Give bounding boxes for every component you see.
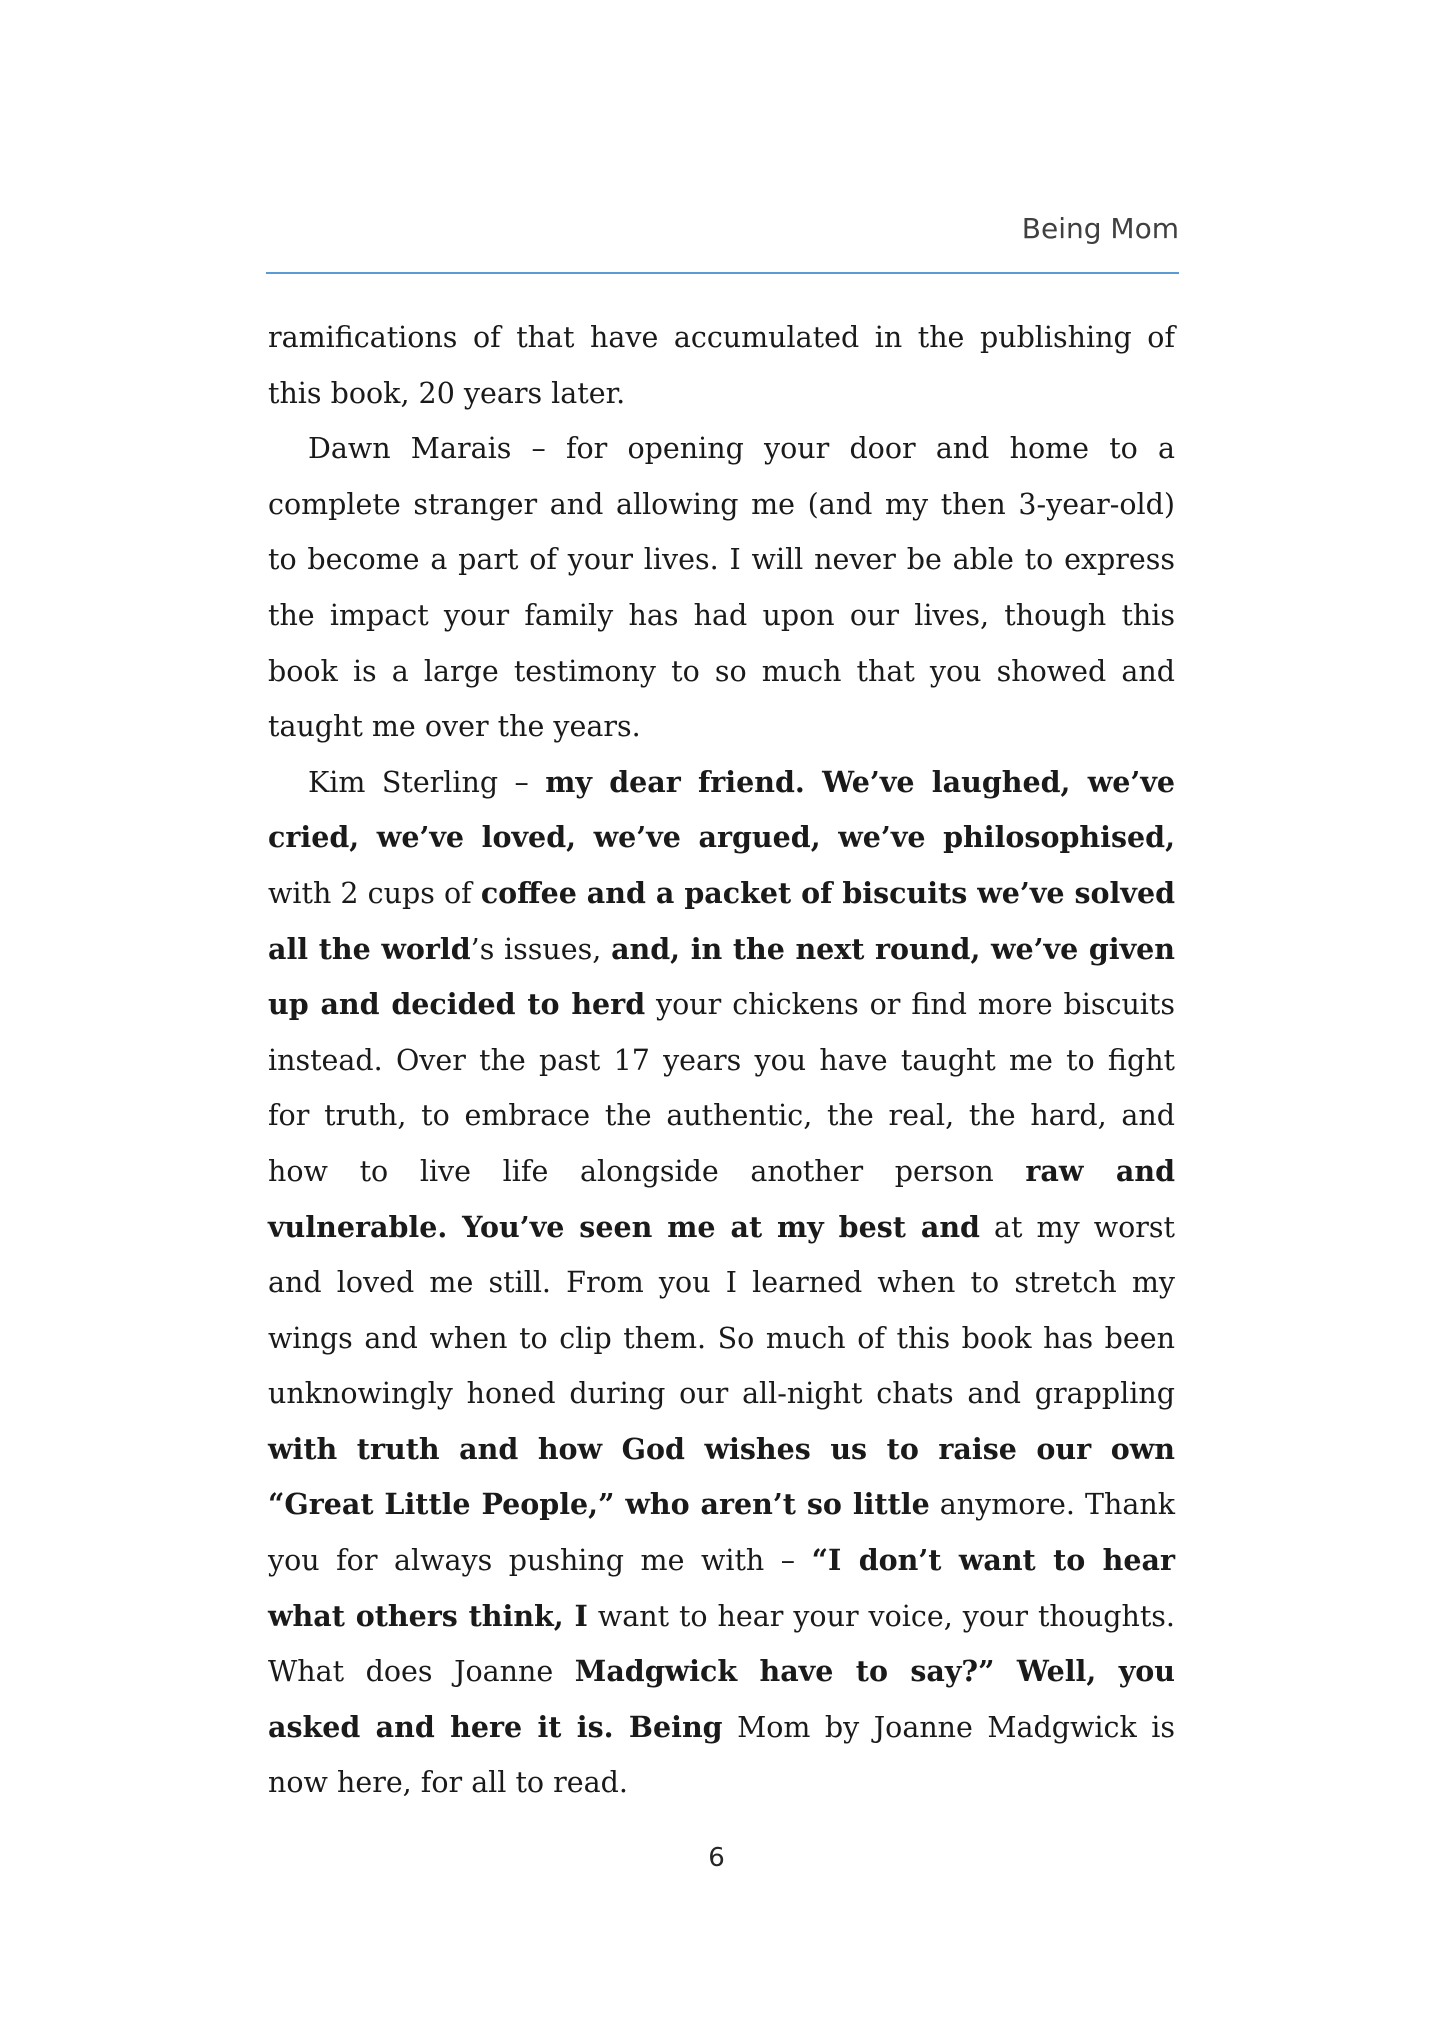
- page-number: 6: [708, 1843, 725, 1873]
- paragraph-3: [268, 755, 1175, 1811]
- running-header-title: Being Mom: [1021, 212, 1179, 245]
- text-segment: your chickens or find more biscuits instead. Over the past 17 years you have taught me to fight for truth, to embrace the authentic, the real, the hard, and how to live life alongside another person: [268, 988, 1175, 1188]
- paragraph-2: [268, 421, 1175, 755]
- header-divider: [266, 272, 1179, 274]
- text-segment: Mom by Joanne Madgwick is now here, for all to read.: [268, 1710, 1175, 1800]
- text-segment: at my worst and loved me still. From you I learned when to stretch my wings and when to clip them. So much of this book has been unknowingly honed during our all-night chats and grappling: [268, 1210, 1175, 1411]
- bold-text-segment: and, in the next round, we’ve given up and decided to herd: [268, 931, 1175, 1022]
- bold-text-segment: “I don’t want to hear what others think, I: [268, 1543, 1175, 1633]
- text-segment: Dawn Marais – for opening your door and home to a complete stranger and allowing me (and my then 3-year-old) to become a part of your lives. I will never be able to express the impact your family has had upon our lives, though this book is a large testimony to so much that you showed and taught me over the years.: [268, 432, 1175, 744]
- bold-text-segment: raw and vulnerable. You’ve seen me at my best and: [268, 1153, 1175, 1244]
- text-segment: with 2 cups of: [268, 876, 481, 910]
- paragraph-1: [268, 310, 1175, 421]
- body-text: [268, 310, 1175, 1811]
- text-segment: ramifications of that have accumulated in the publishing of this book, 20 years later.: [268, 321, 1175, 410]
- text-segment: ’s issues,: [470, 932, 612, 966]
- bold-text-segment: coffee and a packet of biscuits we’ve solved all the world: [268, 875, 1176, 966]
- text-segment: Kim Sterling –: [308, 765, 546, 799]
- bold-text-segment: my dear friend. We’ve laughed, we’ve cried, we’ve loved, we’ve argued, we’ve philosophised,: [268, 764, 1176, 855]
- bold-text-segment: Madgwick have to say?” Well, you asked and here it is. Being: [268, 1654, 1175, 1744]
- text-segment: anymore. Thank you for always pushing me with –: [268, 1488, 1176, 1578]
- bold-text-segment: with truth and how God wishes us to raise our own “Great Little People,” who aren’t so little: [268, 1431, 1175, 1522]
- text-segment: want to hear your voice, your thoughts. What does Joanne: [268, 1599, 1175, 1689]
